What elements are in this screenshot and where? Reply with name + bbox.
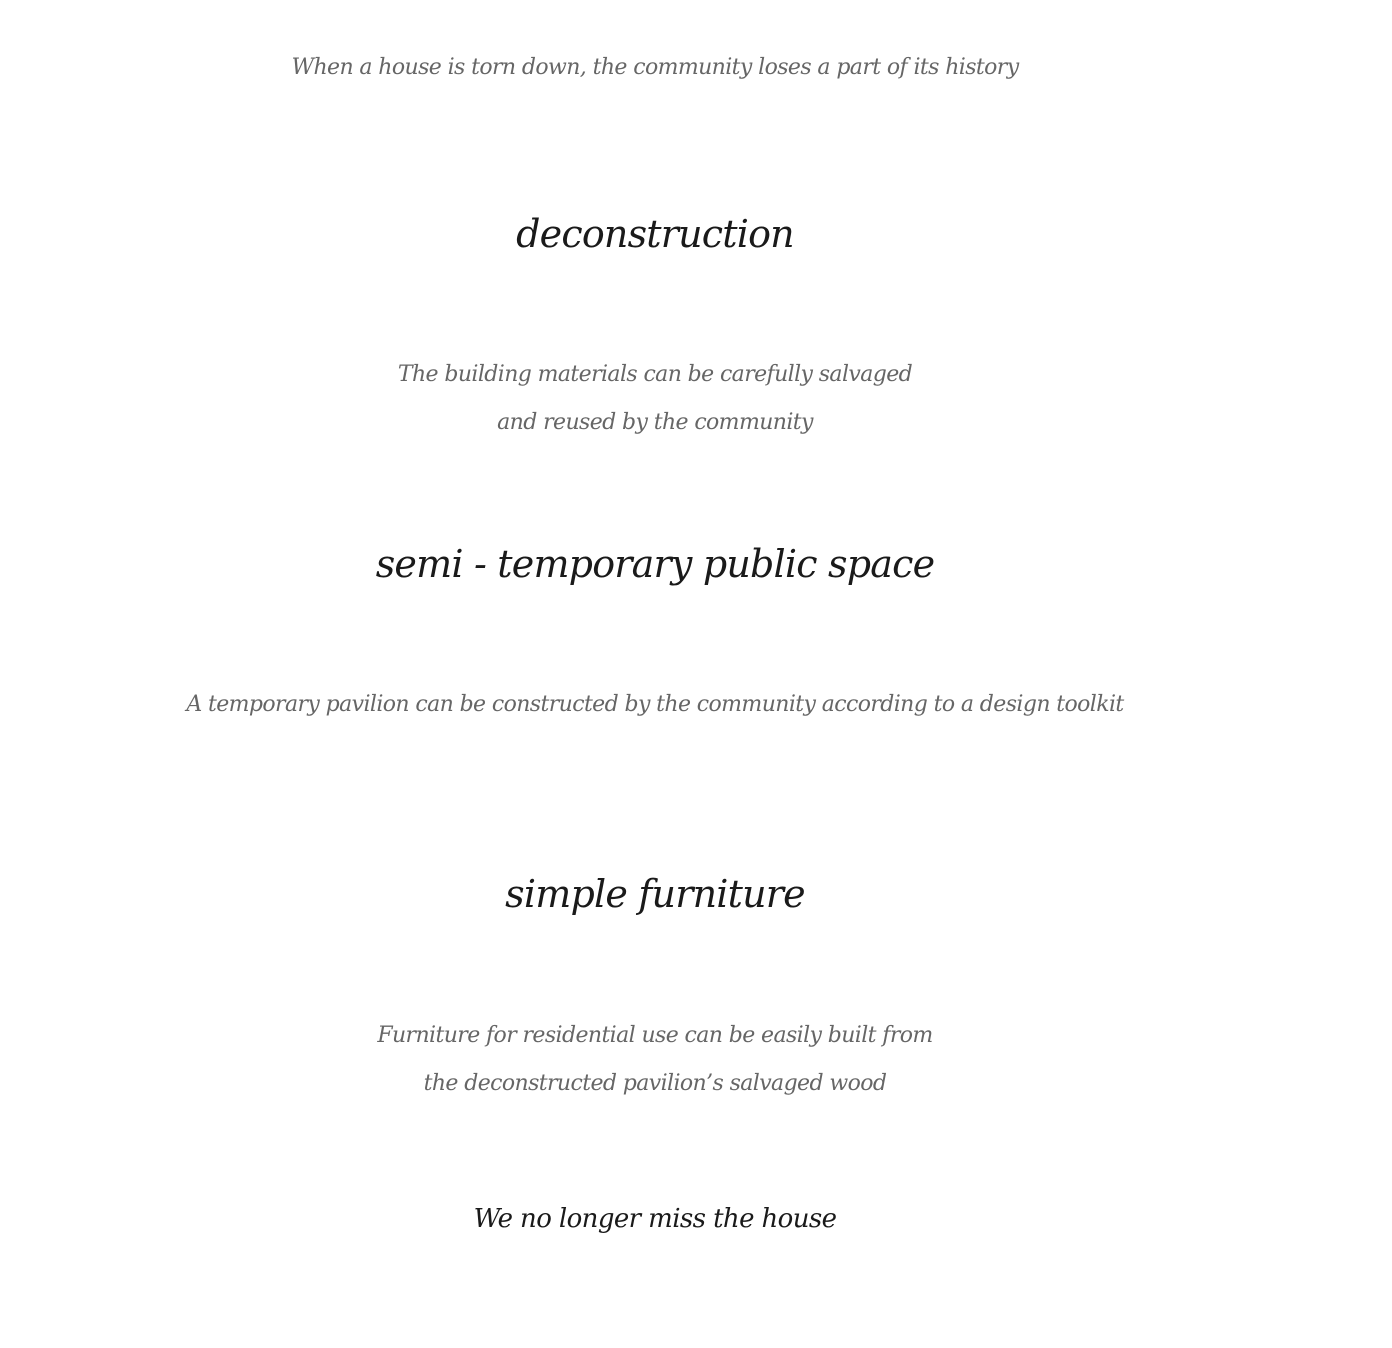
caption-public-space-line-1: A temporary pavilion can be constructed by the community according to a design toolkit: [186, 692, 1124, 717]
caption-furniture-line-2: the deconstructed pavilion’s salvaged wood: [423, 1071, 887, 1096]
closing-text: We no longer miss the house: [473, 1204, 837, 1234]
intro-text: When a house is torn down, the community loses a part of its history: [291, 55, 1019, 80]
heading-deconstruction: deconstruction: [516, 212, 794, 256]
heading-simple-furniture: simple furniture: [505, 872, 805, 916]
caption-deconstruction-line-1: The building materials can be carefully salvaged: [397, 362, 913, 387]
heading-public-space: semi - temporary public space: [375, 542, 935, 586]
caption-furniture-line-1: Furniture for residential use can be easily built from: [377, 1023, 933, 1048]
caption-deconstruction-line-2: and reused by the community: [497, 410, 813, 435]
